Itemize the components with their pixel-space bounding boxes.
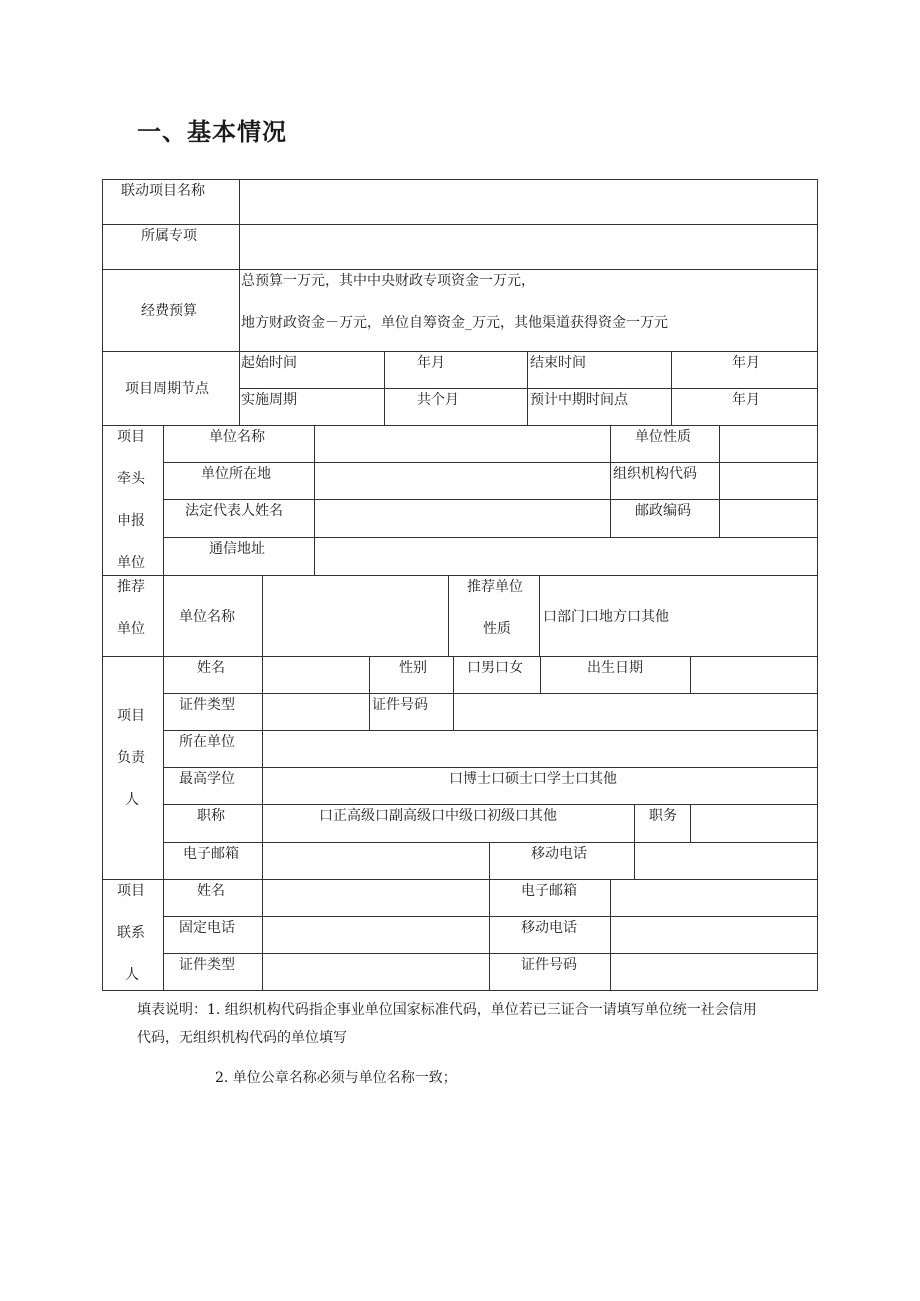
period-unit: 共个月 bbox=[417, 392, 459, 408]
contact-label-3: 人 bbox=[125, 967, 139, 983]
leader-email-label: 电子邮箱 bbox=[183, 846, 239, 862]
lead-location-label: 单位所在地 bbox=[201, 466, 271, 482]
lead-address-label: 通信地址 bbox=[209, 541, 265, 557]
leader-degree-label: 最高学位 bbox=[179, 771, 235, 787]
leader-title-options-text: 口正高级口副高级口中级口初级口其他 bbox=[319, 808, 557, 824]
leader-gender-options-text: 口男口女 bbox=[467, 660, 523, 676]
leader-email-field[interactable] bbox=[263, 843, 490, 880]
leader-post-label: 职务 bbox=[649, 808, 677, 824]
lead-org-code-field[interactable] bbox=[720, 463, 817, 500]
contact-id-no-label: 证件号码 bbox=[521, 957, 577, 973]
leader-id-type-label: 证件类型 bbox=[179, 697, 235, 713]
lead-legal-rep-field[interactable] bbox=[315, 500, 611, 538]
leader-label-cell bbox=[103, 657, 164, 880]
recommend-nature-label-2: 性质 bbox=[483, 621, 511, 637]
leader-label-2: 负责 bbox=[117, 750, 145, 766]
leader-id-no-label: 证件号码 bbox=[372, 697, 428, 713]
project-name-field[interactable] bbox=[240, 180, 817, 225]
recommend-name-label: 单位名称 bbox=[179, 609, 235, 625]
leader-post-field[interactable] bbox=[691, 805, 817, 843]
leader-birth-field[interactable] bbox=[691, 657, 817, 694]
lead-unit-label-4: 单位 bbox=[117, 555, 145, 571]
midterm-unit: 年月 bbox=[732, 392, 760, 408]
start-unit: 年月 bbox=[417, 355, 445, 371]
end-label: 结束时间 bbox=[530, 355, 586, 371]
leader-mobile-field[interactable] bbox=[635, 843, 817, 880]
leader-employer-label: 所在单位 bbox=[179, 734, 235, 750]
contact-email-field[interactable] bbox=[611, 880, 817, 917]
recommend-label-2: 单位 bbox=[117, 621, 145, 637]
start-field[interactable] bbox=[385, 352, 528, 389]
notes-line-1: 填表说明：1. 组织机构代码指企事业单位国家标准代码，单位若已三证合一请填写单位统一社会信用 bbox=[137, 1002, 757, 1018]
contact-email-label: 电子邮箱 bbox=[521, 883, 577, 899]
contact-mobile-label: 移动电话 bbox=[521, 920, 577, 936]
recommend-name-field[interactable] bbox=[263, 576, 449, 657]
contact-mobile-field[interactable] bbox=[611, 917, 817, 954]
category-label: 所属专项 bbox=[141, 228, 197, 244]
contact-phone-field[interactable] bbox=[263, 917, 490, 954]
leader-mobile-label: 移动电话 bbox=[531, 846, 587, 862]
start-label: 起始时间 bbox=[241, 355, 297, 371]
notes-line-3: 2. 单位公章名称必须与单位名称一致； bbox=[215, 1070, 457, 1086]
end-unit: 年月 bbox=[732, 355, 760, 371]
recommend-label-1: 推荐 bbox=[117, 579, 145, 595]
lead-address-field[interactable] bbox=[315, 538, 817, 576]
contact-id-no-field[interactable] bbox=[611, 954, 817, 990]
recommend-nature-options-text: 口部门口地方口其他 bbox=[543, 609, 669, 625]
contact-phone-label: 固定电话 bbox=[179, 920, 235, 936]
lead-unit-label-1: 项目 bbox=[117, 429, 145, 445]
lead-nature-field[interactable] bbox=[720, 426, 817, 463]
budget-label: 经费预算 bbox=[141, 303, 197, 319]
lead-location-field[interactable] bbox=[315, 463, 611, 500]
leader-label-3: 人 bbox=[125, 792, 139, 808]
lead-postal-label: 邮政编码 bbox=[635, 503, 691, 519]
leader-name-field[interactable] bbox=[263, 657, 370, 694]
leader-employer-field[interactable] bbox=[263, 731, 817, 768]
contact-name-label: 姓名 bbox=[197, 883, 225, 899]
period-label: 实施周期 bbox=[241, 392, 297, 408]
lead-unit-label-2: 牵头 bbox=[117, 471, 145, 487]
leader-degree-options-text: 口博士口硕士口学士口其他 bbox=[449, 771, 617, 787]
budget-line-2: 地方财政资金－万元，单位自筹资金_万元，其他渠道获得资金一万元 bbox=[241, 315, 668, 331]
lead-unit-label-3: 申报 bbox=[117, 513, 145, 529]
leader-label-1: 项目 bbox=[117, 708, 145, 724]
contact-label-2: 联系 bbox=[117, 925, 145, 941]
lead-name-label: 单位名称 bbox=[209, 429, 265, 445]
contact-label-1: 项目 bbox=[117, 883, 145, 899]
budget-line-1: 总预算一万元，其中中央财政专项资金一万元， bbox=[241, 273, 535, 289]
leader-birth-label: 出生日期 bbox=[587, 660, 643, 676]
contact-id-type-label: 证件类型 bbox=[179, 957, 235, 973]
leader-gender-label: 性别 bbox=[399, 660, 427, 676]
notes-line-2: 代码，无组织机构代码的单位填写 bbox=[137, 1030, 347, 1046]
lead-nature-label: 单位性质 bbox=[635, 429, 691, 445]
contact-id-type-field[interactable] bbox=[263, 954, 490, 990]
leader-id-no-field[interactable] bbox=[454, 694, 817, 731]
lead-name-field[interactable] bbox=[315, 426, 611, 463]
contact-name-field[interactable] bbox=[263, 880, 490, 917]
midterm-label: 预计中期时间点 bbox=[530, 392, 628, 408]
project-name-label: 联动项目名称 bbox=[121, 183, 205, 199]
lead-org-code-label: 组织机构代码 bbox=[613, 466, 697, 482]
category-field[interactable] bbox=[240, 225, 817, 270]
cycle-label: 项目周期节点 bbox=[125, 381, 209, 397]
leader-id-type-field[interactable] bbox=[263, 694, 370, 731]
leader-title-label: 职称 bbox=[197, 808, 225, 824]
leader-name-label: 姓名 bbox=[197, 660, 225, 676]
basic-info-form bbox=[102, 179, 818, 991]
section-title: 一、基本情况 bbox=[137, 118, 287, 146]
lead-postal-field[interactable] bbox=[720, 500, 817, 538]
recommend-nature-label-1: 推荐单位 bbox=[467, 579, 523, 595]
lead-legal-rep-label: 法定代表人姓名 bbox=[185, 503, 283, 519]
